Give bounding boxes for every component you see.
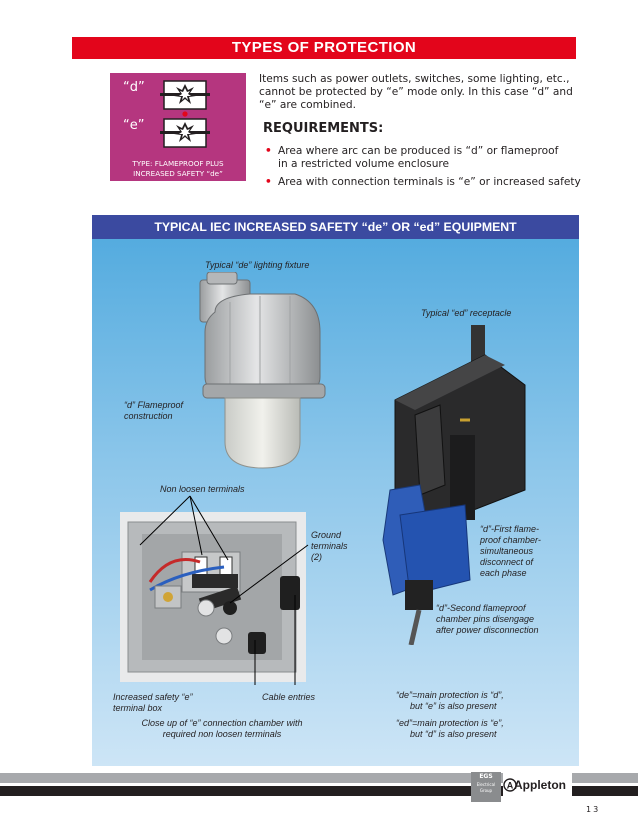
symbol-label-d: “d” (123, 80, 145, 95)
caption-line: Increased safety “e” (113, 692, 193, 702)
caption-line: terminals (311, 541, 348, 551)
egs-label: EGS (479, 773, 493, 780)
egs-sub-label: Electrical Group (476, 782, 496, 793)
caption-first-chamber (480, 524, 541, 579)
caption-line: “de”=main protection is “d”, (396, 690, 504, 700)
intro-paragraph: Items such as power outlets, switches, some lighting, etc., cannot be protected by “e” mode only. In this case “d” and “e” are combined. (259, 73, 573, 111)
caption-receptacle: Typical “ed” receptacle (421, 308, 512, 318)
page-number: 13 (586, 805, 601, 814)
caption-line: “ed”=main protection is “e”, (396, 718, 504, 728)
caption-ed-note (396, 718, 516, 740)
requirement-item (265, 176, 588, 189)
symbol-label-e: “e” (123, 118, 145, 133)
symbol-caption (110, 159, 246, 179)
caption-line: (2) (311, 552, 322, 562)
bullet-icon: • (265, 176, 272, 188)
requirement-item (265, 145, 578, 171)
caption-line: but “e” is also present (410, 701, 497, 711)
bullet-icon: • (265, 145, 272, 157)
caption-line: simultaneous (480, 546, 534, 556)
requirements-heading: REQUIREMENTS: (263, 121, 384, 136)
caption-de-note (396, 690, 516, 712)
receptacle-image (375, 325, 540, 645)
symbol-caption-line: TYPE: FLAMEPROOF PLUS (132, 159, 224, 168)
caption-line: terminal box (113, 703, 163, 713)
caption-line: each phase (480, 568, 527, 578)
page-title: TYPES OF PROTECTION (231, 39, 417, 56)
appleton-logo-text: Appleton (514, 778, 566, 792)
caption-line: “d”-Second flameproof (436, 603, 526, 613)
caption-line: disconnect of (480, 557, 534, 567)
caption-line: but “d” is also present (410, 729, 497, 739)
egs-logo-text (471, 772, 501, 794)
caption-line: required non loosen terminals (162, 729, 282, 739)
caption-terminal-box (113, 692, 193, 714)
caption-ground-terminals (311, 530, 348, 563)
caption-flameproof-construction (124, 400, 183, 422)
requirement-text: in a restricted volume enclosure (278, 158, 450, 170)
caption-line: Close up of “e” connection chamber with (141, 718, 303, 728)
flameproof-enclosure-icon (158, 77, 212, 151)
caption-line: proof chamber- (480, 535, 541, 545)
caption-line: after power disconnection (436, 625, 539, 635)
caption-closeup (132, 718, 312, 740)
terminal-box-image (120, 512, 306, 682)
caption-line: “d” Flameproof (124, 400, 184, 410)
caption-line: chamber pins disengage (436, 614, 535, 624)
caption-non-loosen-terminals: Non loosen terminals (160, 484, 245, 494)
svg-text:A: A (506, 780, 514, 791)
symbol-caption-line: INCREASED SAFETY “de” (133, 169, 223, 178)
caption-line: Ground (311, 530, 342, 540)
caption-line: “d”-First flame- (480, 524, 539, 534)
caption-cable-entries: Cable entries (262, 692, 316, 702)
lighting-fixture-image (195, 272, 330, 472)
caption-lighting-fixture: Typical “de” lighting fixture (205, 260, 310, 270)
caption-second-chamber (436, 603, 539, 636)
requirement-text: Area where arc can be produced is “d” or flameproof (278, 145, 559, 157)
requirement-text: Area with connection terminals is “e” or increased safety (278, 176, 581, 188)
section-title: TYPICAL IEC INCREASED SAFETY “de” OR “ed” EQUIPMENT (154, 220, 517, 234)
caption-line: construction (124, 411, 173, 421)
